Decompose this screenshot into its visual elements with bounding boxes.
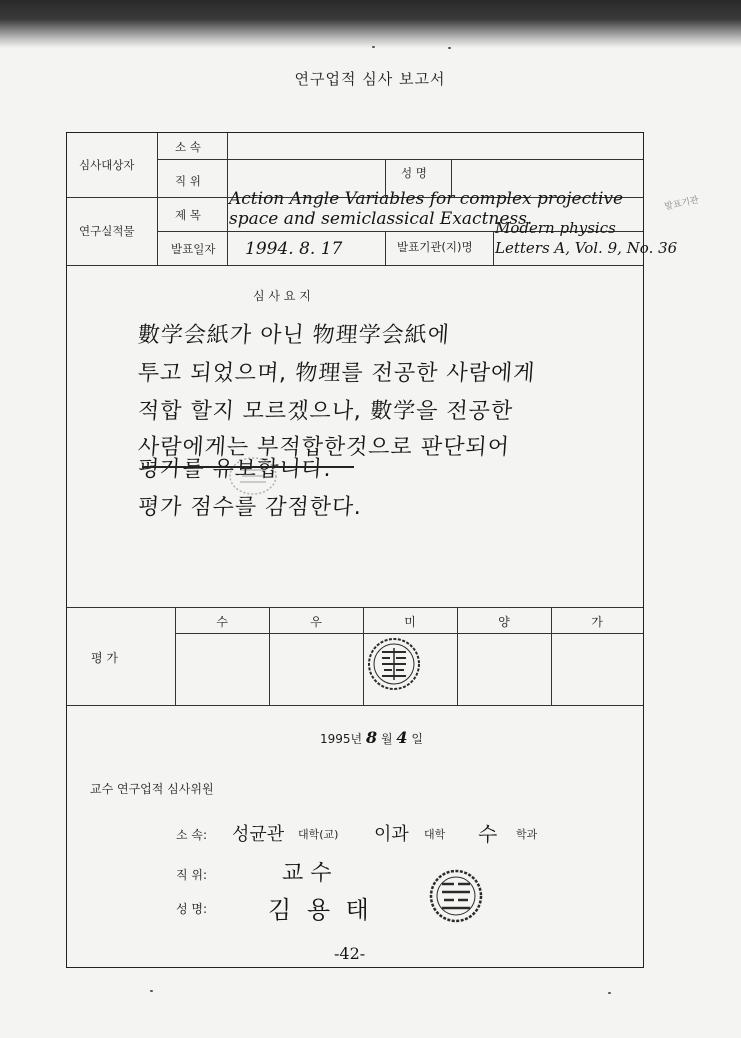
evaluation-label: 평 가: [91, 651, 118, 665]
grade-yang: 양: [498, 615, 510, 629]
signer-dept-suffix: 학과: [516, 828, 538, 841]
signer-college-suffix: 대학: [424, 828, 446, 841]
signer-dept: 수: [478, 822, 498, 846]
signer-position-label: 직 위:: [176, 868, 208, 882]
paper-title-line2: space and semiclassical Exactness.: [229, 209, 533, 229]
grid-line: [157, 159, 643, 160]
signer-university: 성균관: [232, 824, 285, 845]
summary-line-3: 적합 할지 모르겠으나, 數学을 전공한: [136, 399, 514, 424]
grid-line: [385, 231, 386, 265]
grade-ga: 가: [591, 615, 603, 629]
date-month-unit: 월: [380, 732, 393, 746]
document-title: 연구업적 심사 보고서: [294, 70, 446, 88]
seal-stamp-signer: [428, 868, 484, 924]
signer-affiliation-label: 소 속:: [176, 828, 208, 842]
target-section-label: 심사대상자: [79, 158, 135, 172]
publish-date-label: 발표일자: [171, 242, 216, 256]
date-day: 4: [396, 728, 408, 747]
scan-speck: [372, 46, 375, 48]
grid-line: [227, 133, 228, 265]
committee-title: 교수 연구업적 심사위원: [90, 782, 214, 796]
scan-speck: [150, 990, 153, 992]
signer-college: 이과: [374, 824, 409, 845]
summary-heading: 심 사 요 지: [253, 289, 311, 303]
review-form: [66, 132, 678, 968]
date-day-unit: 일: [411, 732, 423, 746]
page-number: -42-: [334, 944, 366, 963]
publish-date-value: 1994. 8. 17: [245, 239, 343, 259]
side-mark: 발표기관: [663, 195, 700, 213]
scan-speck: [448, 47, 451, 49]
signer-univ-suffix: 대학(교): [298, 828, 339, 841]
paper-title-label: 제 목: [175, 208, 201, 222]
seal-stamp-grade: [366, 636, 422, 692]
publisher-line1: Modern physics: [495, 219, 616, 237]
signature-date: [320, 728, 423, 747]
grid-line: [157, 133, 158, 265]
scan-shadow: [0, 0, 741, 48]
publisher-line2: Letters A, Vol. 9, No. 36: [495, 239, 678, 257]
signer-name-value: 김 용 태: [268, 896, 373, 924]
summary-line-6: 평가 점수를 감점한다.: [136, 495, 363, 520]
summary-line-4: 사람에게는 부적합한것으로 판단되어: [136, 435, 511, 460]
grid-line: [67, 265, 643, 266]
grid-line: [175, 633, 643, 634]
date-month: 8: [365, 728, 378, 747]
signer-name-label: 성 명:: [176, 902, 208, 916]
affiliation-label: 소 속: [175, 140, 201, 154]
grid-line: [67, 607, 643, 608]
paper-title-line1: Action Angle Variables for complex projective: [229, 189, 624, 209]
date-year: 1995년: [320, 732, 363, 746]
scan-speck: [608, 992, 611, 994]
grade-mi: 미: [404, 615, 416, 629]
summary-line-1: 數学会紙가 아닌 物理学会紙에: [136, 323, 451, 348]
research-section-label: 연구실적물: [79, 224, 135, 238]
grid-line: [493, 231, 494, 265]
grid-line: [67, 705, 643, 706]
summary-line-2: 투고 되었으며, 物理를 전공한 사람에게: [136, 361, 537, 386]
publisher-label: 발표기관(지)명: [397, 240, 473, 254]
name-label: 성 명: [401, 166, 427, 180]
seal-stamp-faint: [228, 456, 278, 496]
summary-line-5-struck: 평가를 유보합니다.: [136, 457, 333, 482]
grade-u: 우: [310, 615, 322, 629]
signer-position-value: 교 수: [282, 861, 332, 886]
position-label: 직 위: [175, 174, 201, 188]
grade-su: 수: [216, 615, 228, 629]
